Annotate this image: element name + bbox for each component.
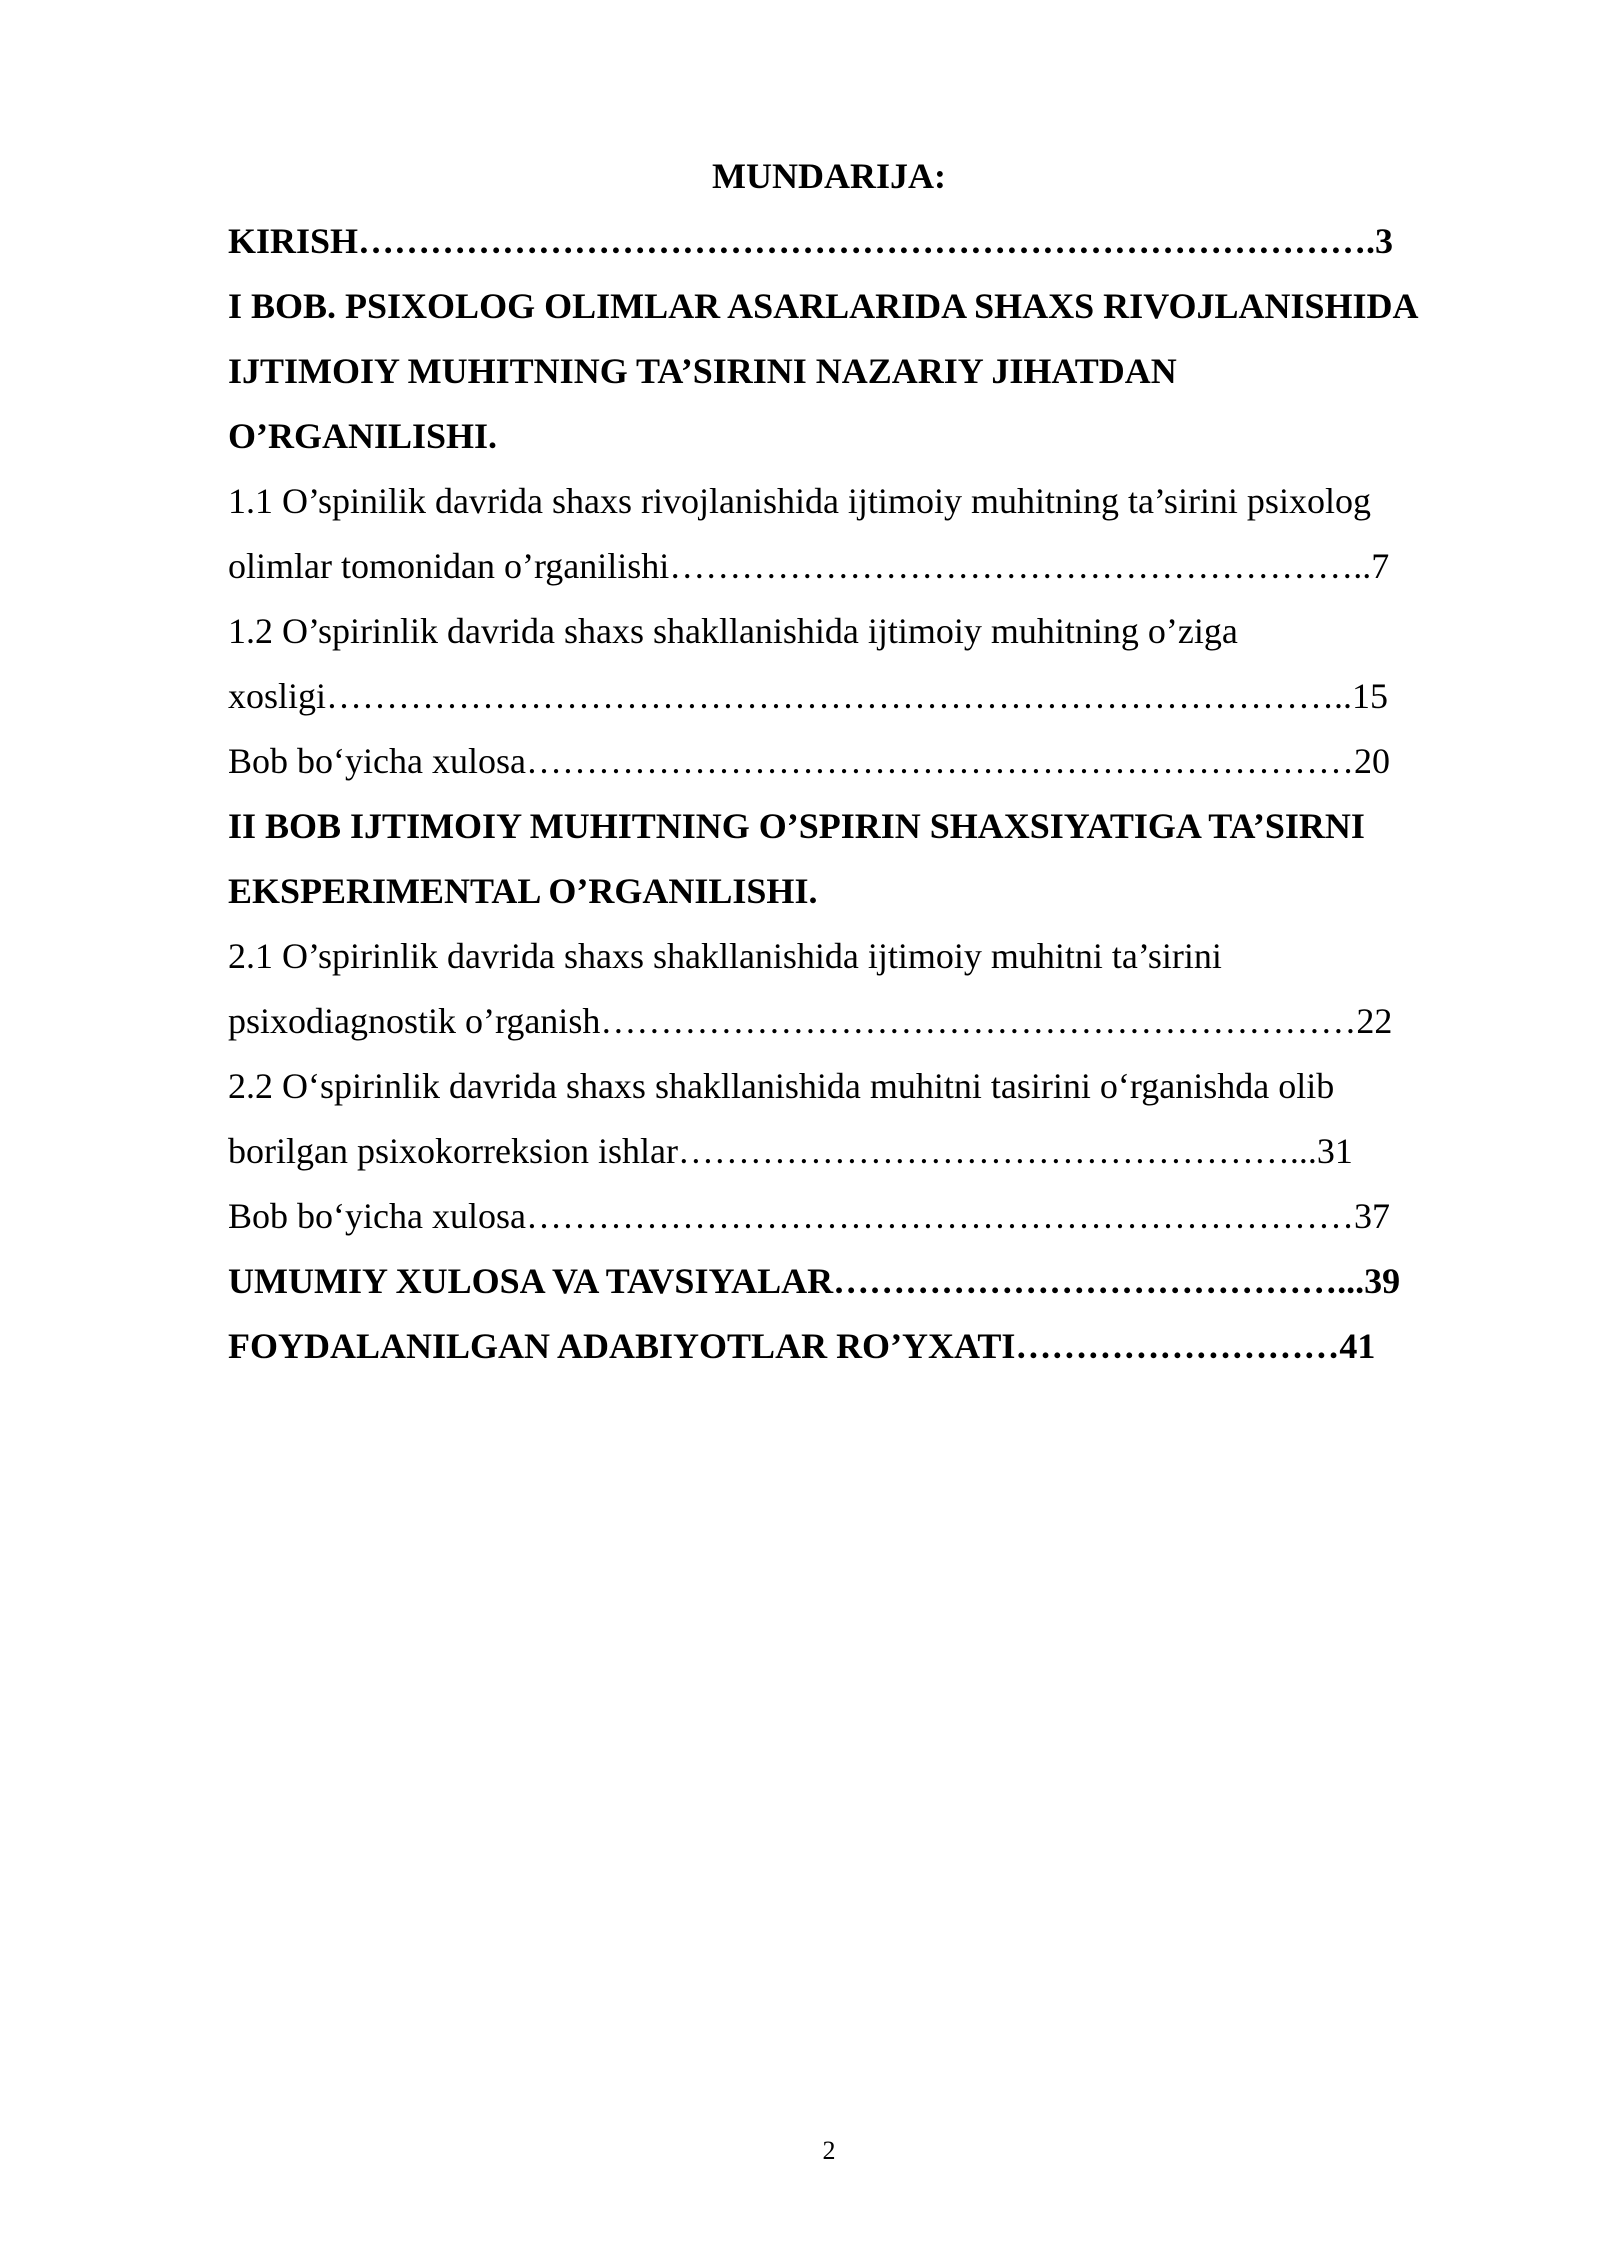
toc-section-2-2: 2.2 O‘spirinlik davrida shaxs shakllanishida muhitni tasirini o‘rganishda olib bbox=[228, 1066, 1335, 1106]
toc-chapter-1-heading: I BOB. PSIXOLOG OLIMLAR ASARLARIDA SHAXS RIVOJLANISHIDA bbox=[228, 286, 1419, 326]
toc-chapter-2-conclusion: Bob bo‘yicha xulosa……………………………………………………………37 bbox=[228, 1196, 1390, 1236]
toc-section-1-2: 1.2 O’spirinlik davrida shaxs shakllanishida ijtimoiy muhitning o’ziga bbox=[228, 611, 1238, 651]
toc-chapter-1-conclusion: Bob bo‘yicha xulosa……………………………………………………………20 bbox=[228, 741, 1390, 781]
toc-entry-kirish: KIRISH………………………………………………………………………….3 bbox=[228, 221, 1394, 261]
toc-section-2-1-cont: psixodiagnostik o’rganish………………………………………………………22 bbox=[228, 1001, 1393, 1041]
toc-section-1-1-cont: olimlar tomonidan o’rganilishi…………………………………………………..7 bbox=[228, 546, 1390, 586]
toc-chapter-1-heading-end: O’RGANILISHI. bbox=[228, 416, 498, 456]
toc-chapter-1-heading-cont: IJTIMOIY MUHITNING TA’SIRINI NAZARIY JIHATDAN bbox=[228, 351, 1177, 391]
toc-entry-general-conclusion: UMUMIY XULOSA VA TAVSIYALAR……………………………………...39 bbox=[228, 1261, 1401, 1301]
page-number: 2 bbox=[822, 2136, 836, 2165]
toc-entry-references: FOYDALANILGAN ADABIYOTLAR RO’YXATI………………………41 bbox=[228, 1326, 1376, 1366]
toc-section-2-2-cont: borilgan psixokorreksion ishlar……………………………………………...31 bbox=[228, 1131, 1353, 1171]
toc-section-1-1: 1.1 O’spinilik davrida shaxs rivojlanishida ijtimoiy muhitning ta’sirini psixolog bbox=[228, 481, 1371, 521]
toc-section-2-1: 2.1 O’spirinlik davrida shaxs shakllanishida ijtimoiy muhitni ta’sirini bbox=[228, 936, 1222, 976]
toc-title: MUNDARIJA: bbox=[712, 156, 946, 196]
toc-section-1-2-cont: xosligi…………………………………………………………………………..15 bbox=[228, 676, 1389, 716]
toc-chapter-2-heading-end: EKSPERIMENTAL O’RGANILISHI. bbox=[228, 871, 818, 911]
toc-chapter-2-heading: II BOB IJTIMOIY MUHITNING O’SPIRIN SHAXSIYATIGA TA’SIRNI bbox=[228, 806, 1365, 846]
